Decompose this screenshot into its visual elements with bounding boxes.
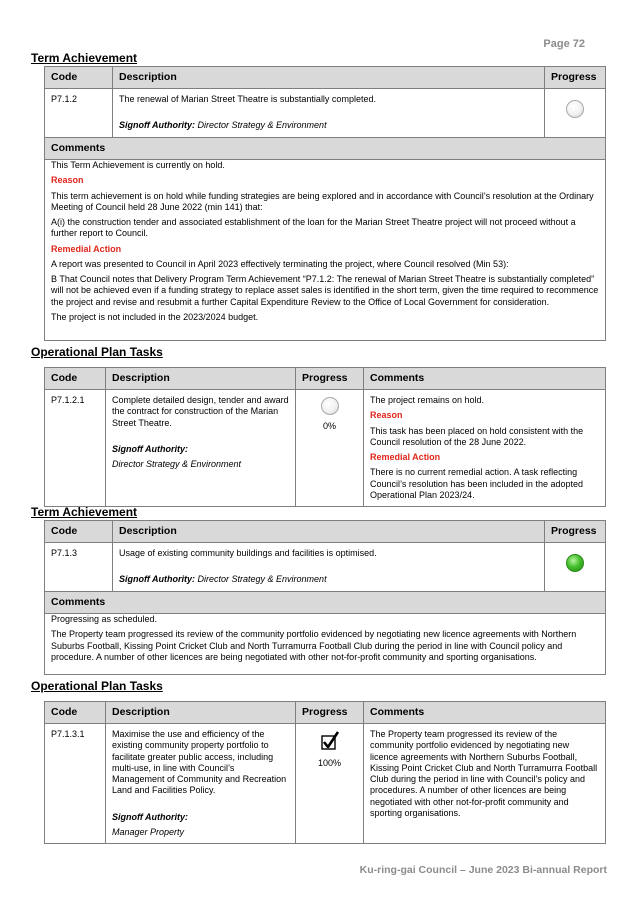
remedial-action-label: Remedial Action <box>370 452 441 463</box>
col-comments: Comments <box>364 702 606 724</box>
progress-empty-circle-icon <box>566 100 584 118</box>
comments-cell <box>364 724 606 844</box>
comment-text: This task has been placed on hold consistent with the Council resolution of the 28 June 2022. <box>370 425 584 447</box>
comment-text: A report was presented to Council in April 2023 effectively terminating the project, where Council resolved (Min 53): <box>51 258 509 269</box>
comment-text: The Property team progressed its review of the community portfolio evidenced by negotiating new licence agreements with Northern Suburbs Football, Kissing Point Cricket Club and North Turramurra Football Club during the period in line with Council policy and procedure. A number of other licences are being negotiated with other not-for-profit community and sporting organisations. <box>51 629 577 662</box>
col-code: Code <box>45 521 113 543</box>
description-text: Complete detailed design, tender and award the contract for construction of the Marian Street Theatre. <box>112 395 289 428</box>
progress-green-circle-icon <box>566 554 584 572</box>
progress-cell <box>545 543 606 592</box>
comment-text: The project is not included in the 2023/2024 budget. <box>51 311 259 322</box>
description-text: Maximise the use and efficiency of the existing community property portfolio to facilitate greater public access, including multi-use, in line with Council’s Management of Community and Recreation Land and Facilities Policy. <box>112 729 287 796</box>
signoff-authority: Signoff Authority: Director Strategy & Environment <box>119 574 327 585</box>
col-description: Description <box>113 521 545 543</box>
description-text: The renewal of Marian Street Theatre is substantially completed. <box>119 94 376 105</box>
term-achievement-table <box>44 520 606 614</box>
signoff-value: Director Strategy & Environment <box>112 459 242 470</box>
operational-plan-heading: Operational Plan Tasks <box>31 345 163 359</box>
term-achievement-heading: Term Achievement <box>31 505 138 519</box>
checkbox-checked-icon <box>320 731 340 751</box>
progress-cell <box>296 724 364 844</box>
col-code: Code <box>45 67 113 89</box>
comment-text: There is no current remedial action. A task reflecting Council’s resolution has been included in the adopted Operational Plan 2023/24. <box>370 467 583 500</box>
signoff-value: Manager Property <box>112 826 185 837</box>
col-progress: Progress <box>545 521 606 543</box>
reason-label: Reason <box>370 410 403 421</box>
progress-percent: 0% <box>322 421 336 432</box>
comments-header: Comments <box>45 591 606 613</box>
comment-text: The project remains on hold. <box>370 395 485 406</box>
signoff-label: Signoff Authority: <box>112 443 188 454</box>
comments-body <box>44 155 606 341</box>
progress-percent: 100% <box>317 758 342 769</box>
term-achievement-heading: Term Achievement <box>31 51 138 65</box>
comment-text: A(i) the construction tender and associated establishment of the loan for the Marian Street Theatre project will not proceed without a further report to Council. <box>51 217 576 239</box>
col-comments: Comments <box>364 368 606 390</box>
remedial-action-label: Remedial Action <box>51 243 122 254</box>
comments-cell <box>364 390 606 507</box>
comment-text: The Property team progressed its review of the community portfolio evidenced by negotiating new licence agreements with Northern Suburbs Football, Kissing Point Cricket Club and North Turramurra Football Club during the period in line with Council’s policy and procedures. A number of other licences are being negotiated with other not-for-profit community and sporting organisations. <box>370 729 598 818</box>
comments-header: Comments <box>45 137 606 159</box>
description-cell <box>106 724 296 844</box>
report-footer: Ku-ring-gai Council – June 2023 Bi-annual Report <box>359 864 607 876</box>
page-number: Page 72 <box>543 38 585 50</box>
code-cell: P7.1.2 <box>45 89 113 138</box>
code-cell: P7.1.3 <box>45 543 113 592</box>
operational-plan-table <box>44 701 606 844</box>
col-code: Code <box>45 368 106 390</box>
col-progress: Progress <box>296 702 364 724</box>
progress-cell <box>296 390 364 507</box>
reason-label: Reason <box>51 175 84 186</box>
signoff-label: Signoff Authority: <box>112 811 188 822</box>
col-code: Code <box>45 702 106 724</box>
description-cell <box>113 543 545 592</box>
comment-text: Progressing as scheduled. <box>51 614 158 624</box>
term-achievement-table <box>44 66 606 160</box>
col-progress: Progress <box>296 368 364 390</box>
signoff-authority: Signoff Authority: Director Strategy & Environment <box>119 120 327 131</box>
col-description: Description <box>113 67 545 89</box>
operational-plan-table <box>44 367 606 507</box>
comment-text: This term achievement is on hold while funding strategies are being explored and in accordance with Council’s resolution at the Ordinary Meeting of Council held 28 June 2022 (min 141) that: <box>51 190 594 212</box>
col-progress: Progress <box>545 67 606 89</box>
comments-body <box>44 609 606 675</box>
description-text: Usage of existing community buildings and facilities is optimised. <box>119 548 377 559</box>
description-cell <box>106 390 296 507</box>
description-cell <box>113 89 545 138</box>
code-cell: P7.1.3.1 <box>45 724 106 844</box>
col-description: Description <box>106 702 296 724</box>
progress-empty-circle-icon <box>321 397 339 415</box>
progress-cell <box>545 89 606 138</box>
comment-text: This Term Achievement is currently on hold. <box>51 160 225 170</box>
col-description: Description <box>106 368 296 390</box>
code-cell: P7.1.2.1 <box>45 390 106 507</box>
comment-text: B That Council notes that Delivery Program Term Achievement “P7.1.2: The renewal of Marian Street Theatre is substantially completed” will not be achieved even if a funding strategy to replace asset sales is identified in the short term, given the time required to recommence the project and revise and resubmit a further Capital Expenditure Review to the Office of Local Government for consideration. <box>51 274 599 307</box>
operational-plan-heading: Operational Plan Tasks <box>31 679 163 693</box>
